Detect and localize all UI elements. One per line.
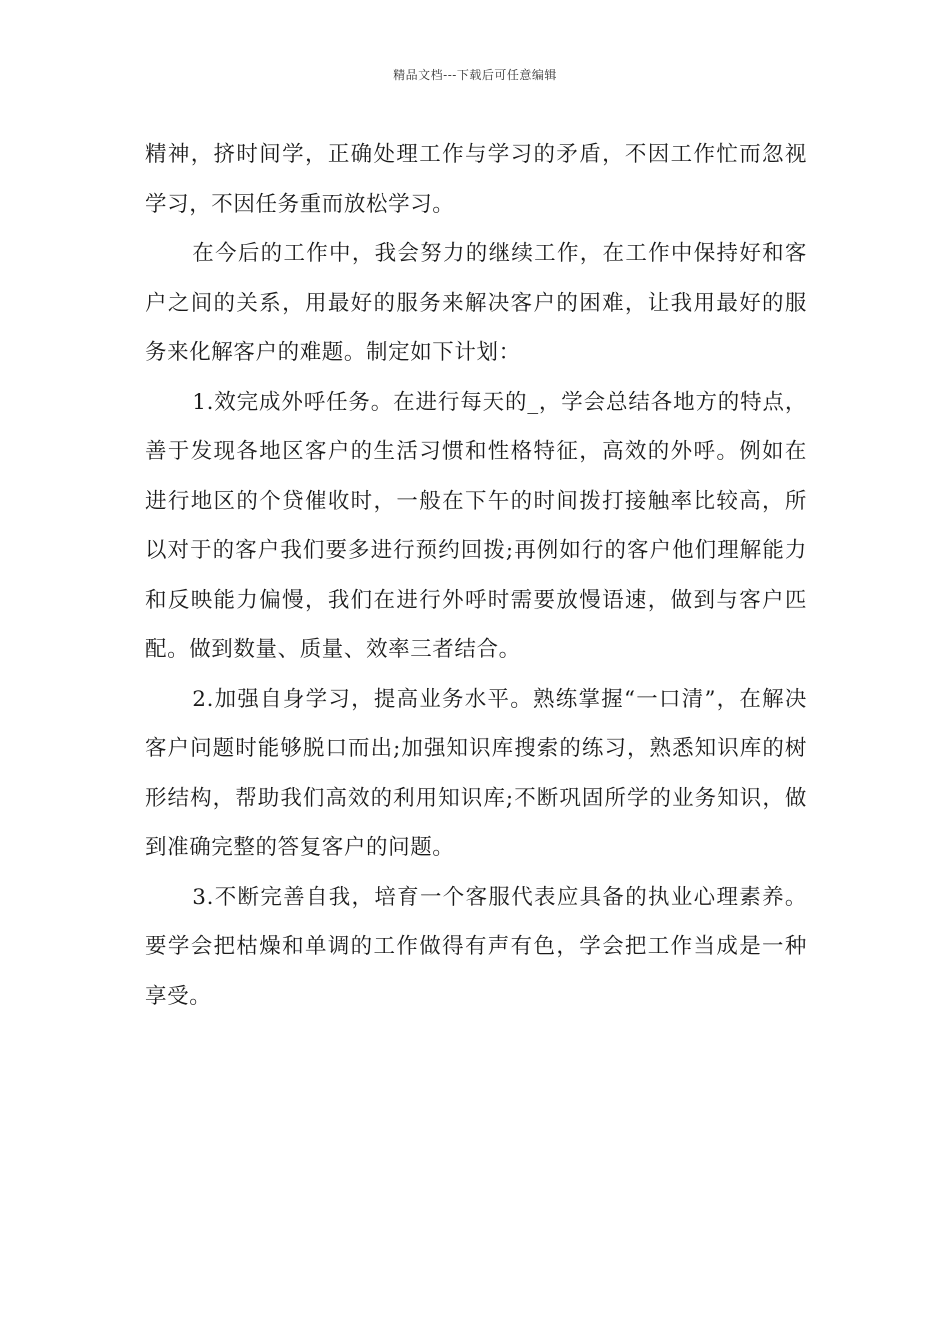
- paragraph-5: 3.不断完善自我，培育一个客服代表应具备的执业心理素养。要学会把枯燥和单调的工作做得有声有色，学会把工作当成是一种享受。: [145, 884, 807, 1009]
- paragraph-4: 2.加强自身学习，提高业务水平。熟练掌握“一口清”，在解决客户问题时能够脱口而出;加强知识库搜索的练习，熟悉知识库的树形结构，帮助我们高效的利用知识库;不断巩固所学的业务知识，做到准确完整的答复客户的问题。: [145, 686, 807, 860]
- page-header: 精品文档---下载后可任意编辑: [393, 68, 557, 82]
- paragraph-2: 在今后的工作中，我会努力的继续工作，在工作中保持好和客户之间的关系，用最好的服务来解决客户的困难，让我用最好的服务来化解客户的难题。制定如下计划：: [145, 241, 807, 365]
- document-body: [145, 130, 807, 1021]
- paragraph-1: 精神，挤时间学，正确处理工作与学习的矛盾，不因工作忙而忽视学习，不因任务重而放松学习。: [145, 142, 807, 217]
- paragraph-3: 1.效完成外呼任务。在进行每天的_，学会总结各地方的特点，善于发现各地区客户的生活习惯和性格特征，高效的外呼。例如在进行地区的个贷催收时，一般在下午的时间拨打接触率比较高，所以对于的客户我们要多进行预约回拨;再例如行的客户他们理解能力和反映能力偏慢，我们在进行外呼时需要放慢语速，做到与客户匹配。做到数量、质量、效率三者结合。: [145, 389, 807, 662]
